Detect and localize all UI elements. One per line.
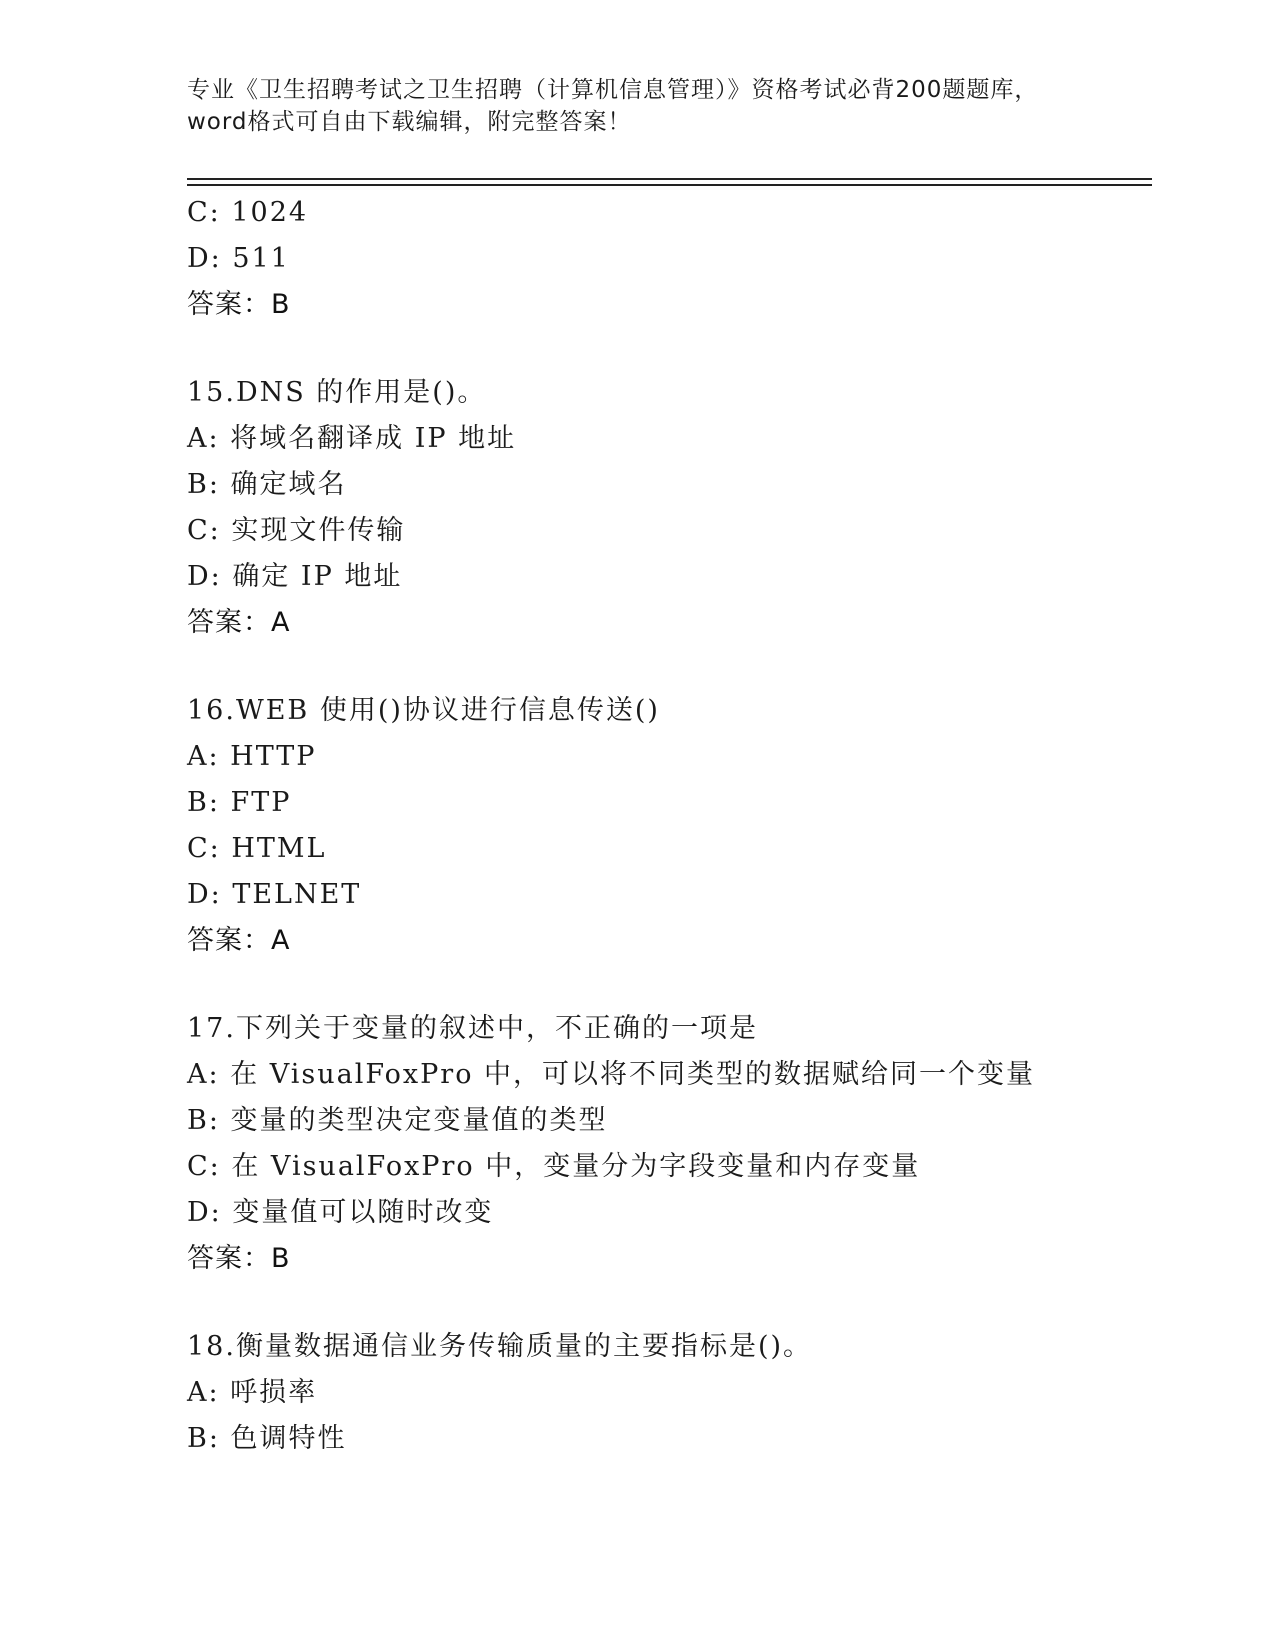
header-title-line-1: 专业《卫生招聘考试之卫生招聘（计算机信息管理）》资格考试必背200题题库， [187,77,1039,103]
option-d: D: 511 [187,243,290,274]
option-d: D: 确定 IP 地址 [187,561,403,592]
option-b: B: 变量的类型决定变量值的类型 [187,1105,608,1136]
answer-line: 答案：A [187,925,291,956]
answer-line: 答案：B [187,289,291,320]
document-header [187,74,1087,138]
spacer [187,328,1147,370]
option-a: A: 将域名翻译成 IP 地址 [187,423,517,454]
question-14-continued [187,190,1147,328]
spacer [187,964,1147,1006]
option-d: D: 变量值可以随时改变 [187,1197,494,1228]
question-stem: 17.下列关于变量的叙述中，不正确的一项是 [187,1013,758,1044]
question-17 [187,1006,1147,1282]
option-a: A: 呼损率 [187,1377,318,1408]
spacer [187,646,1147,688]
answer-line: 答案：A [187,607,291,638]
answer-line: 答案：B [187,1243,291,1274]
option-c: C: 实现文件传输 [187,515,406,546]
option-c: C: 在 VisualFoxPro 中，变量分为字段变量和内存变量 [187,1151,921,1182]
option-a: A: 在 VisualFoxPro 中，可以将不同类型的数据赋给同一个变量 [187,1059,1036,1090]
option-b: B: 确定域名 [187,469,347,500]
option-c: C: HTML [187,833,327,864]
option-b: B: FTP [187,787,292,818]
question-stem: 16.WEB 使用()协议进行信息传送() [187,695,660,726]
header-divider-top [187,178,1152,180]
question-stem: 15.DNS 的作用是()。 [187,377,487,408]
question-18 [187,1324,1147,1462]
question-stem: 18.衡量数据通信业务传输质量的主要指标是()。 [187,1331,813,1362]
question-16 [187,688,1147,964]
option-b: B: 色调特性 [187,1423,347,1454]
option-a: A: HTTP [187,741,317,772]
option-c: C: 1024 [187,197,309,228]
question-15 [187,370,1147,646]
option-d: D: TELNET [187,879,362,910]
header-divider-bottom [187,184,1152,186]
question-list [187,190,1147,1462]
spacer [187,1282,1147,1324]
header-title-line-2: word格式可自由下载编辑，附完整答案！ [187,109,632,135]
